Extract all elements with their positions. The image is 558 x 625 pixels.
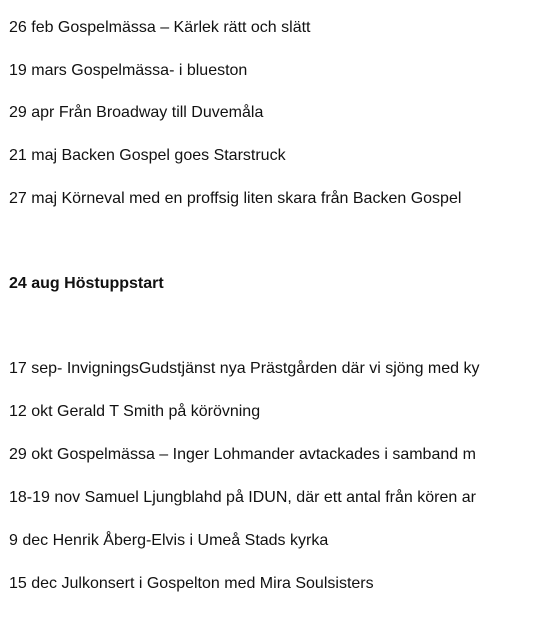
event-line: 29 okt Gospelmässa – Inger Lohmander avtackades i samband m [9, 446, 476, 463]
event-line: 26 feb Gospelmässa – Kärlek rätt och slätt [9, 19, 311, 36]
event-line: 21 maj Backen Gospel goes Starstruck [9, 147, 286, 164]
section-heading: 24 aug Höstuppstart [9, 275, 164, 292]
event-line: 18-19 nov Samuel Ljungblahd på IDUN, där ett antal från kören ar [9, 489, 476, 506]
event-line: 17 sep- InvigningsGudstjänst nya Prästgården där vi sjöng med ky [9, 360, 480, 377]
event-line: 27 maj Körneval med en proffsig liten skara från Backen Gospel [9, 190, 462, 207]
event-line: 29 apr Från Broadway till Duvemåla [9, 104, 264, 121]
event-line: 19 mars Gospelmässa- i blueston [9, 62, 248, 79]
event-line: 12 okt Gerald T Smith på körövning [9, 403, 261, 420]
event-line: 15 dec Julkonsert i Gospelton med Mira Soulsisters [9, 575, 374, 592]
event-line: 9 dec Henrik Åberg-Elvis i Umeå Stads kyrka [9, 532, 329, 549]
